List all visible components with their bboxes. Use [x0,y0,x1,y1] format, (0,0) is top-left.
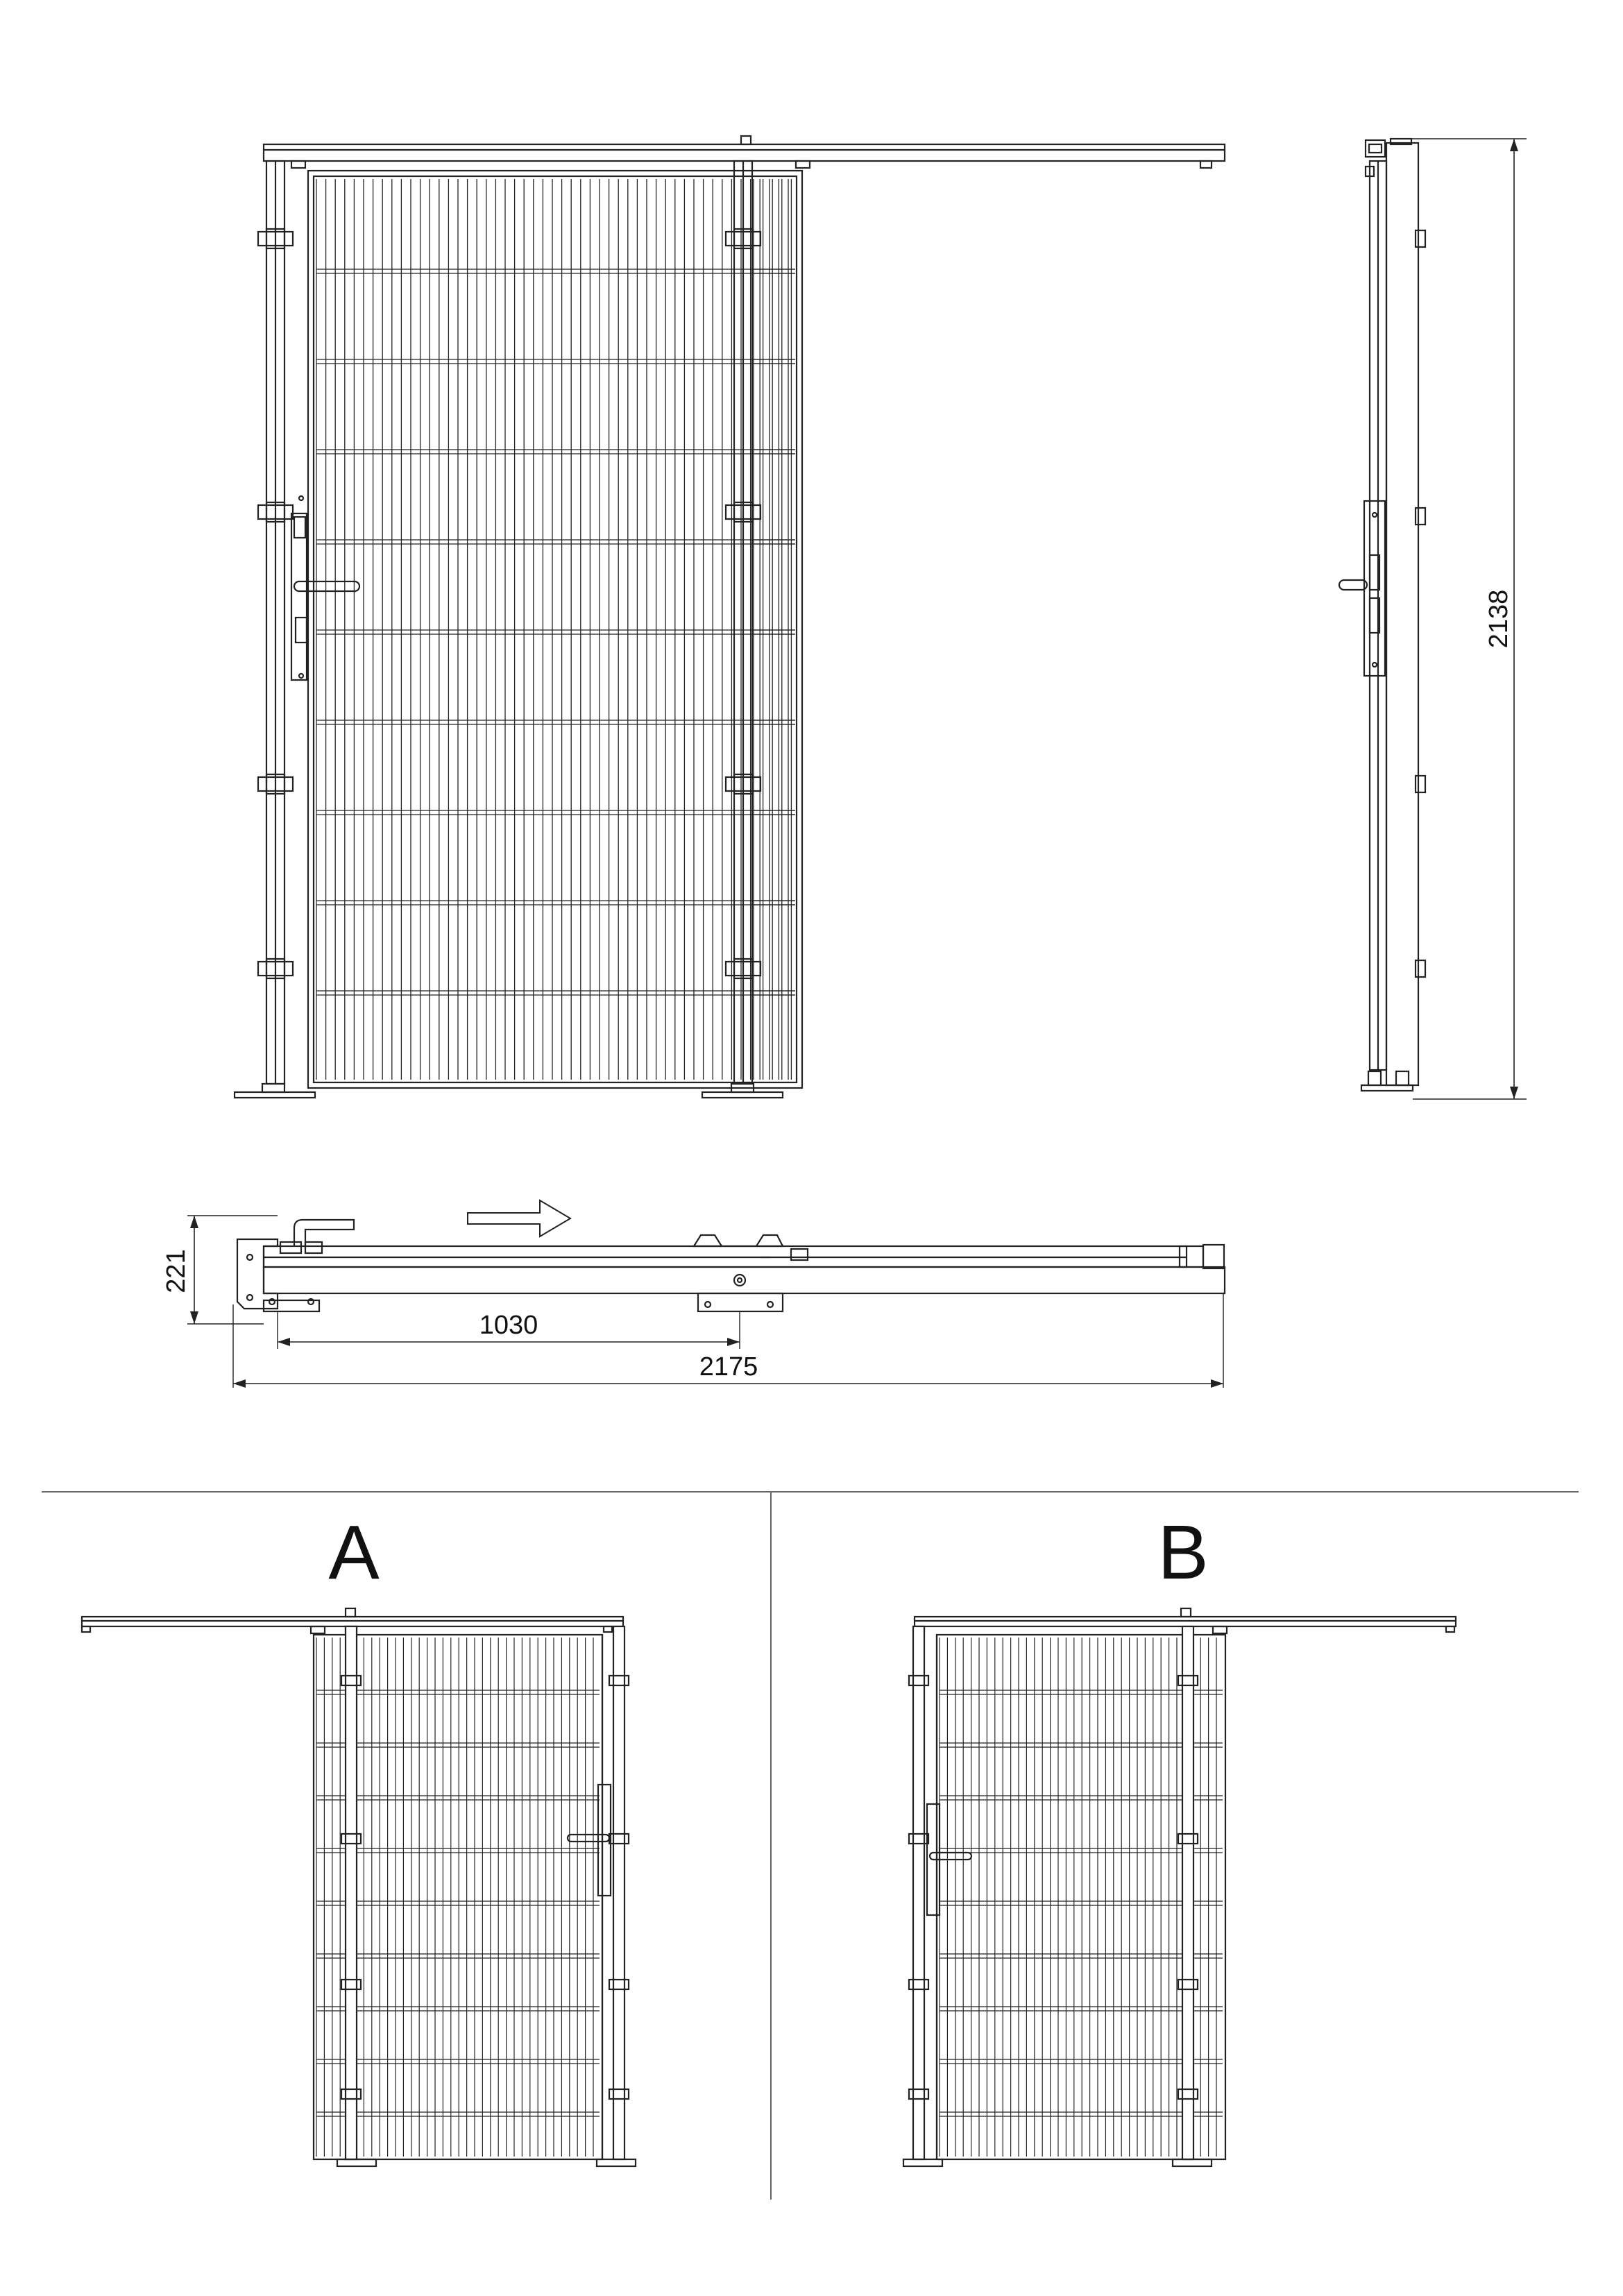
dimension-depth: 221 [162,1249,191,1293]
plan-mid-bracket [694,1235,783,1246]
variant-b-view [903,1608,1456,2166]
side-handle [1339,580,1367,590]
side-post [1386,143,1418,1085]
door-handle [294,581,359,591]
dimension-height: 2138 [1484,589,1513,649]
front-mesh [316,179,795,1080]
dimension-overall: 2175 [699,1352,758,1381]
variant-a-view [82,1608,636,2166]
front-elevation [235,136,1225,1098]
variant-b-label: B [1157,1510,1209,1595]
plan-rail [264,1267,1225,1293]
top-rail [264,144,1225,161]
dimension-opening: 1030 [479,1311,538,1340]
plan-handle [294,1220,354,1246]
right-foot [702,1092,783,1098]
slide-direction-arrow [468,1200,570,1236]
post-clamps [258,229,760,978]
variant-a-label: A [328,1510,380,1595]
left-foot [235,1092,315,1098]
